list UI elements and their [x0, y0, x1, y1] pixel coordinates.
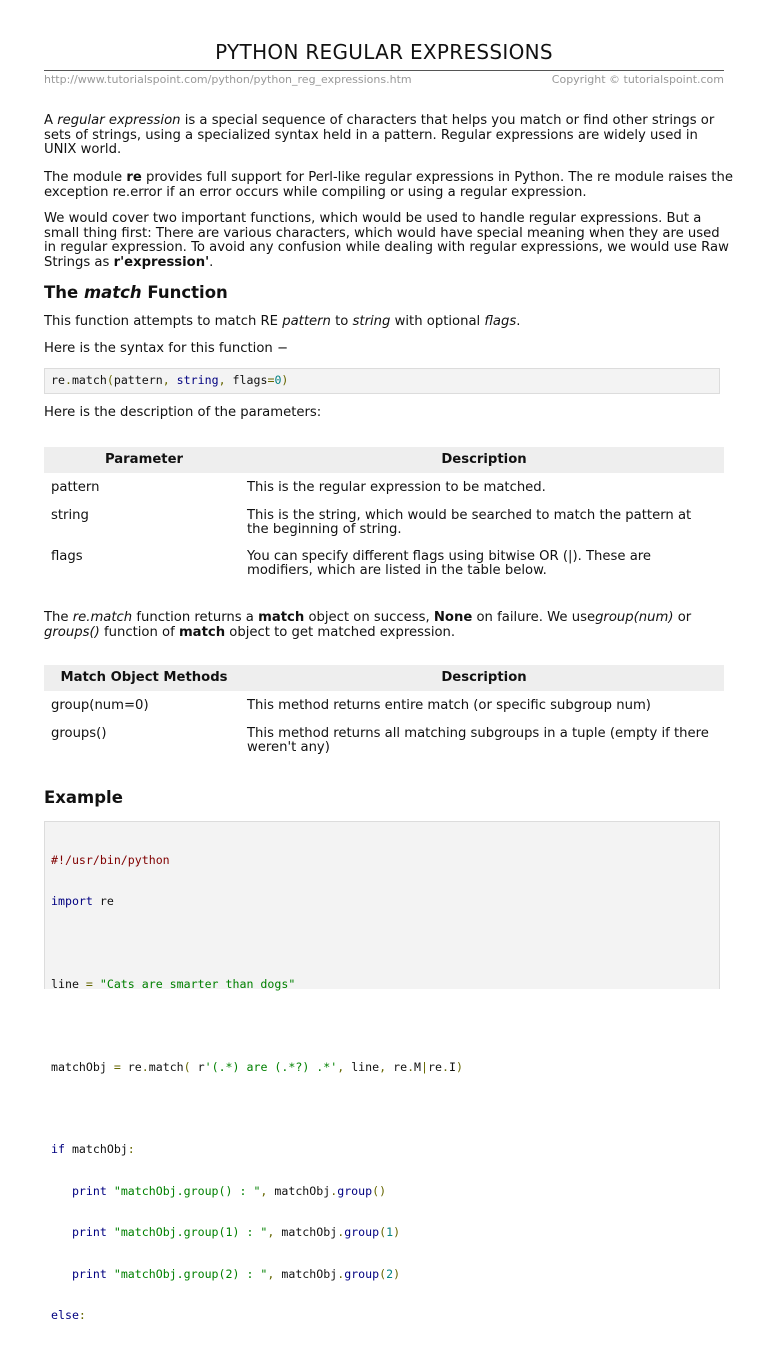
param-name: string	[51, 507, 89, 523]
header-description: Description	[441, 451, 527, 467]
table-row	[44, 550, 724, 579]
param-description: This is the regular expression to be matched.	[247, 480, 546, 495]
match-function-heading: The match Function	[44, 283, 228, 302]
code-line: matchObj = re.match( r'(.*) are (.*?) .*', line, re.M|re.I)	[51, 1059, 463, 1074]
header-methods: Match Object Methods	[60, 669, 228, 685]
method-description: This method returns all matching subgroups in a tuple (empty if there weren't any)	[247, 725, 709, 756]
header-description: Description	[441, 669, 527, 685]
table-header	[44, 665, 724, 691]
parameters-intro: Here is the description of the parameters:	[44, 405, 322, 420]
syntax-code-block: re.match(pattern, string, flags=0)	[44, 368, 720, 394]
code-line: if matchObj:	[51, 1142, 135, 1157]
code-line: print "matchObj.group(1) : ", matchObj.group(1)	[71, 1225, 401, 1240]
returns-paragraph: The re.match function returns a match object on success, None on failure. We usegroup(num) or groups() function of match object to get matched expression.	[44, 610, 692, 640]
code-line: import re	[51, 893, 114, 908]
methods-table	[44, 665, 724, 756]
example-heading: Example	[44, 788, 123, 807]
method-name: groups()	[51, 725, 107, 741]
param-name: flags	[51, 548, 83, 564]
table-row	[44, 727, 724, 756]
table-header	[44, 447, 724, 473]
syntax-intro: Here is the syntax for this function −	[44, 341, 289, 356]
source-url: http://www.tutorialspoint.com/python/python_reg_expressions.htm	[44, 73, 412, 86]
header-parameter: Parameter	[104, 451, 184, 467]
code-line: print "matchObj.group() : ", matchObj.group()	[71, 1183, 387, 1198]
param-description: You can specify different flags using bitwise OR (|). These are modifiers, which are listed in the table below.	[247, 548, 652, 579]
page-title: PYTHON REGULAR EXPRESSIONS	[215, 40, 553, 64]
table-row	[44, 509, 724, 538]
param-description: This is the string, which would be searched to match the pattern at the beginning of string.	[247, 507, 692, 538]
intro-paragraph-3: We would cover two important functions, which would be used to handle regular expressions. But a small thing first: There are various characters, which would have special meaning when they are used in regular expression. To avoid any confusion while dealing with regular expressions, we would use Raw Strings as r'expression'.	[44, 211, 729, 270]
parameters-table	[44, 447, 724, 579]
method-description: This method returns entire match (or specific subgroup num)	[247, 698, 651, 713]
match-description: This function attempts to match RE pattern to string with optional flags.	[44, 314, 521, 329]
code-line: #!/usr/bin/python	[51, 852, 170, 867]
copyright-notice: Copyright © tutorialspoint.com	[551, 73, 724, 86]
table-row	[44, 481, 724, 496]
intro-paragraph-1: A regular expression is a special sequence of characters that helps you match or find other strings or sets of strings, using a specialized syntax held in a pattern. Regular expressions are widely used in UNIX world.	[44, 113, 715, 158]
code-line: print "matchObj.group(2) : ", matchObj.group(2)	[71, 1266, 401, 1281]
example-code-block	[44, 821, 720, 1322]
intro-paragraph-2: The module re provides full support for Perl-like regular expressions in Python. The re module raises the exception re.error if an error occurs while compiling or using a regular expression.	[44, 170, 733, 200]
method-name: group(num=0)	[51, 698, 149, 713]
code-line: line = "Cats are smarter than dogs"	[51, 976, 296, 991]
header-divider	[44, 70, 724, 71]
table-row	[44, 699, 724, 714]
param-name: pattern	[51, 480, 100, 495]
code-line: else:	[51, 1307, 86, 1322]
